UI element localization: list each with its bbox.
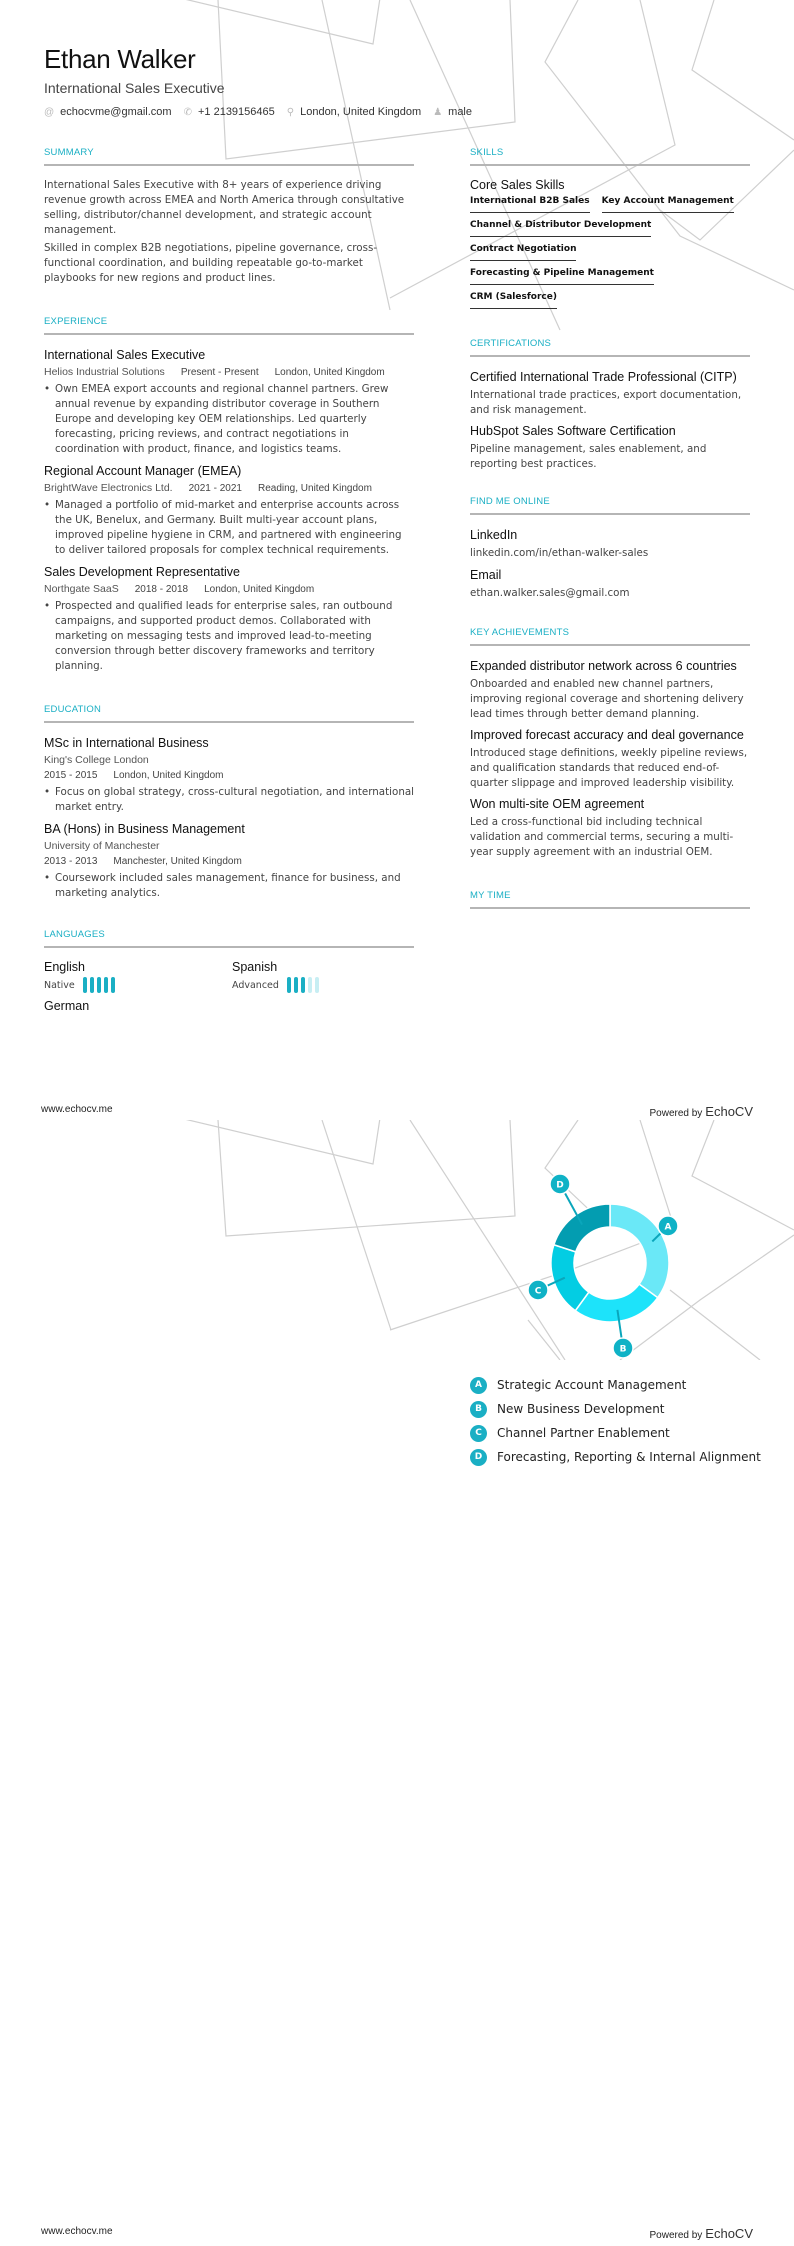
section-title-summary: SUMMARY xyxy=(44,147,414,166)
school-name-text: University of Manchester xyxy=(44,840,160,852)
contact-location xyxy=(287,106,421,118)
achievement-description: Onboarded and enabled new channel partners, improving regional coverage and shortening delivery lead times through better demand planning. xyxy=(470,678,744,720)
legend-item xyxy=(470,1397,761,1421)
job-title: Regional Account Manager (EMEA) xyxy=(44,464,242,478)
education-bullet xyxy=(44,871,414,901)
education-section xyxy=(44,704,414,901)
contact-email-value: echocvme@gmail.com xyxy=(60,106,172,118)
job-bullet xyxy=(44,382,414,457)
legend-item xyxy=(470,1421,761,1445)
skill-tag: Key Account Management xyxy=(602,196,734,213)
achievement-description: Led a cross-functional bid including technical validation and commercial terms, securing a multi-year supply agreement with an industrial OEM. xyxy=(470,816,734,858)
job-bullet xyxy=(44,498,414,558)
summary-paragraph: International Sales Executive with 8+ years of experience driving revenue growth across EMEA and North America through consultative selling, distributor/channel development, and strategic account management. xyxy=(44,179,405,236)
svg-text:D: D xyxy=(556,1180,564,1191)
skills-section xyxy=(470,147,750,316)
certification-description: Pipeline management, sales enablement, and reporting best practices. xyxy=(470,443,707,470)
powered-by-label: Powered by xyxy=(649,1108,703,1119)
legend-label: Forecasting, Reporting & Internal Alignment xyxy=(497,1450,761,1464)
donut-segment-c xyxy=(551,1245,589,1311)
job-meta xyxy=(44,366,414,378)
donut-segment-b xyxy=(575,1284,657,1322)
brand-name: EchoCV xyxy=(705,1104,753,1119)
education-item xyxy=(44,821,414,901)
contact-row xyxy=(44,106,484,118)
job-meta xyxy=(44,583,414,595)
experience-item xyxy=(44,463,414,558)
footer-powered-by[interactable] xyxy=(649,1104,753,1119)
svg-text:A: A xyxy=(664,1222,672,1233)
section-title-education: EDUCATION xyxy=(44,704,414,723)
skills-list xyxy=(470,196,750,316)
languages-section xyxy=(44,929,414,1010)
education-meta xyxy=(44,770,414,781)
legend-badge-c: C xyxy=(470,1425,487,1442)
bullet-text: Prospected and qualified leads for enterprise sales, ran outbound campaigns, and supported product demos. Collaborated with marketing on messaging tests and improved lead-to-meeting conversion through better discovery frameworks and territory planning. xyxy=(55,600,393,672)
section-title-languages: LANGUAGES xyxy=(44,929,414,948)
candidate-title: International Sales Executive xyxy=(44,80,225,96)
achievement-title: Expanded distributor network across 6 countries xyxy=(470,659,737,673)
school-name xyxy=(44,754,414,766)
job-dates: 2021 - 2021 xyxy=(188,483,242,494)
education-location: Manchester, United Kingdom xyxy=(113,856,242,867)
bullet-dot: • xyxy=(44,872,51,884)
my-time-donut-chart xyxy=(500,1170,740,1370)
job-title: Sales Development Representative xyxy=(44,565,240,579)
certifications-section xyxy=(470,338,750,472)
legend-label: Channel Partner Enablement xyxy=(497,1426,670,1440)
my-time-section xyxy=(470,890,750,909)
proficiency-bar-empty xyxy=(315,977,319,993)
svg-text:C: C xyxy=(534,1286,542,1297)
achievements-section xyxy=(470,627,750,860)
certification-description: International trade practices, export documentation, and risk management. xyxy=(470,389,742,416)
skill-tag: Contract Negotiation xyxy=(470,244,576,261)
education-meta xyxy=(44,856,414,867)
skill-tag: Forecasting & Pipeline Management xyxy=(470,268,654,285)
svg-text:B: B xyxy=(619,1344,627,1355)
job-dates: 2018 - 2018 xyxy=(134,584,189,595)
job-meta xyxy=(44,482,414,494)
legend-label: New Business Development xyxy=(497,1402,665,1416)
section-title-certifications: CERTIFICATIONS xyxy=(470,338,750,357)
language-level-row xyxy=(232,977,412,993)
school-name xyxy=(44,840,414,852)
summary-paragraph: Skilled in complex B2B negotiations, pipeline governance, cross-functional coordination, and building repeatable go-to-market playbooks for new regions and product lines. xyxy=(44,242,378,284)
bullet-dot: • xyxy=(44,600,51,612)
proficiency-bar-filled xyxy=(301,977,305,993)
language-name: English xyxy=(44,960,85,974)
legend-badge-b: B xyxy=(470,1401,487,1418)
language-item xyxy=(232,960,412,993)
job-dates: Present - Present xyxy=(180,367,259,378)
legend-badge-d: D xyxy=(470,1449,487,1466)
contact-location-value: London, United Kingdom xyxy=(300,106,422,118)
section-title-experience: EXPERIENCE xyxy=(44,316,414,335)
proficiency-bar-filled xyxy=(104,977,108,993)
proficiency-bar-empty xyxy=(308,977,312,993)
language-item xyxy=(44,960,232,993)
job-location: Reading, United Kingdom xyxy=(257,483,372,494)
online-label: Email xyxy=(470,568,502,582)
bullet-dot: • xyxy=(44,786,51,798)
location-pin-icon: ⚲ xyxy=(286,106,295,118)
languages-grid xyxy=(44,960,414,1010)
proficiency-bar-filled xyxy=(294,977,298,993)
experience-item xyxy=(44,347,414,457)
proficiency-bar-filled xyxy=(111,977,115,993)
degree-title: BA (Hons) in Business Management xyxy=(44,822,245,836)
linkedin-link[interactable]: linkedin.com/in/ethan-walker-sales xyxy=(470,547,649,559)
footer-site-link[interactable]: www.echocv.me xyxy=(41,2226,113,2237)
footer-powered-by[interactable] xyxy=(649,2226,753,2241)
job-location: London, United Kingdom xyxy=(274,367,385,378)
company-name: Helios Industrial Solutions xyxy=(44,366,165,378)
job-title: International Sales Executive xyxy=(44,348,206,362)
phone-icon: ✆ xyxy=(183,106,192,118)
bullet-dot: • xyxy=(44,499,51,511)
bullet-text: Own EMEA export accounts and regional channel partners. Grew annual revenue by expanding distributor coverage in Southern Europe and developing key OEM relationships. Led quarterly forecasting, pricing reviews, and contract negotiations in coordination with product, finance, and logistics teams. xyxy=(55,383,389,455)
bullet-text: Managed a portfolio of mid-market and enterprise accounts across the UK, Benelux, and Germany. Built multi-year account plans, improved pipeline hygiene in CRM, and partnered with engineering to deliver tailored proposals for complex technical requirements. xyxy=(55,499,402,556)
skill-tag: International B2B Sales xyxy=(470,196,590,213)
summary-section xyxy=(44,147,414,286)
powered-by-label: Powered by xyxy=(649,2230,703,2241)
bullet-text: Coursework included sales management, finance for business, and marketing analytics. xyxy=(55,872,401,899)
job-bullet xyxy=(44,599,414,674)
skill-tag: CRM (Salesforce) xyxy=(470,292,557,309)
brand-name: EchoCV xyxy=(705,2226,753,2241)
resume-header xyxy=(44,44,484,118)
language-item xyxy=(44,999,232,1010)
proficiency-bar-filled xyxy=(83,977,87,993)
skill-tag: Channel & Distributor Development xyxy=(470,220,651,237)
person-icon: ♟ xyxy=(433,106,443,118)
bullet-dot: • xyxy=(44,383,51,395)
proficiency-bars xyxy=(287,977,322,993)
degree-title: MSc in International Business xyxy=(44,736,209,750)
experience-section xyxy=(44,316,414,674)
legend-label: Strategic Account Management xyxy=(497,1378,687,1392)
language-name: German xyxy=(44,999,90,1010)
section-title-key-achievements: KEY ACHIEVEMENTS xyxy=(470,627,750,646)
contact-phone-value: +1 2139156465 xyxy=(197,106,275,118)
proficiency-bar-filled xyxy=(97,977,101,993)
language-level: Advanced xyxy=(232,979,279,991)
footer-site-link[interactable]: www.echocv.me xyxy=(41,1104,113,1115)
language-name: Spanish xyxy=(232,960,278,974)
language-level: Native xyxy=(44,979,75,991)
education-location: London, United Kingdom xyxy=(113,770,224,781)
education-bullet xyxy=(44,785,414,815)
company-name: Northgate SaaS xyxy=(44,583,119,595)
proficiency-bar-filled xyxy=(90,977,94,993)
education-item xyxy=(44,735,414,815)
online-section xyxy=(470,496,750,601)
contact-gender-value: male xyxy=(448,106,472,118)
section-title-skills: SKILLS xyxy=(470,147,750,166)
legend-badge-a: A xyxy=(470,1377,487,1394)
my-time-legend xyxy=(470,1373,761,1469)
experience-item xyxy=(44,564,414,674)
contact-gender xyxy=(433,106,472,118)
skill-group-title: Core Sales Skills xyxy=(470,178,565,192)
achievement-description: Introduced stage definitions, weekly pipeline reviews, and qualification standards that reduced end-of-quarter slippage and improved leadership visibility. xyxy=(470,747,748,789)
legend-item xyxy=(470,1445,761,1469)
right-column xyxy=(470,147,750,921)
certification-title: HubSpot Sales Software Certification xyxy=(470,424,676,438)
email-link[interactable]: ethan.walker.sales@gmail.com xyxy=(470,587,630,599)
bullet-text: Focus on global strategy, cross-cultural negotiation, and international market entry. xyxy=(55,786,415,813)
contact-email[interactable] xyxy=(44,106,172,118)
education-dates: 2015 - 2015 xyxy=(44,770,98,781)
certification-title: Certified International Trade Professional (CITP) xyxy=(470,370,737,384)
section-title-my-time: MY TIME xyxy=(470,890,750,909)
education-dates: 2013 - 2013 xyxy=(44,856,98,867)
donut-segment-d xyxy=(554,1204,610,1252)
section-title-find-me-online: FIND ME ONLINE xyxy=(470,496,750,515)
achievement-title: Won multi-site OEM agreement xyxy=(470,797,645,811)
job-location: London, United Kingdom xyxy=(204,584,315,595)
language-level-row xyxy=(44,977,232,993)
left-column xyxy=(44,147,414,1010)
online-label: LinkedIn xyxy=(470,528,518,542)
achievement-title: Improved forecast accuracy and deal governance xyxy=(470,728,744,742)
proficiency-bars xyxy=(83,977,118,993)
at-icon: @ xyxy=(44,106,55,118)
legend-item xyxy=(470,1373,761,1397)
company-name: BrightWave Electronics Ltd. xyxy=(44,482,173,494)
school-name-text: King's College London xyxy=(44,754,149,766)
contact-phone[interactable] xyxy=(184,106,275,118)
proficiency-bar-filled xyxy=(287,977,291,993)
candidate-name: Ethan Walker xyxy=(44,44,196,74)
